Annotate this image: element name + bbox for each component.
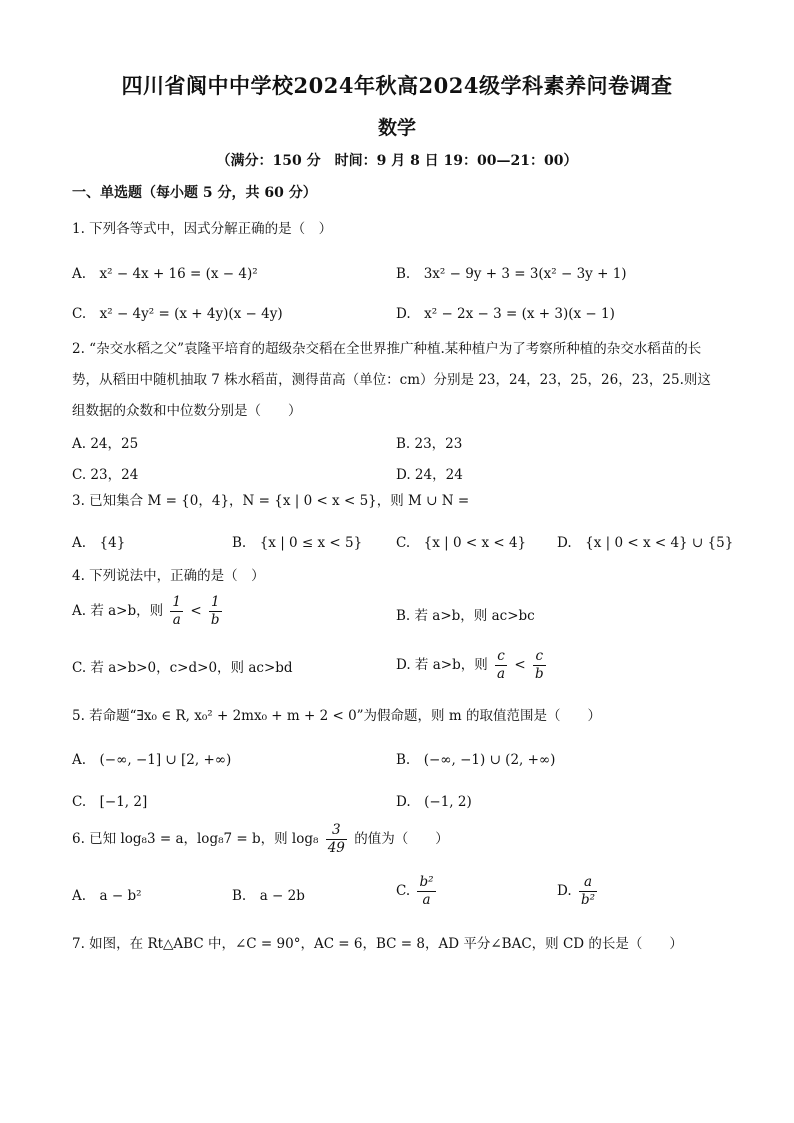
question-1-stem: 1. 下列各等式中，因式分解正确的是（ ） [72, 221, 333, 237]
question-1-option-b: B. 3x² − 9y + 3 = 3(x² − 3y + 1) [396, 266, 627, 282]
question-5-option-a: A. (−∞, −1] ∪ [2, +∞) [72, 752, 232, 768]
question-2-option-b: B. 23，23 [396, 436, 463, 452]
question-1-option-d: D. x² − 2x − 3 = (x + 3)(x − 1) [396, 306, 615, 322]
fraction-1-over-b [209, 594, 222, 629]
exam-subject: 数学 [377, 117, 416, 139]
fraction-b2-over-a [417, 874, 435, 909]
question-4-option-a-text: A. 若 a>b，则 [72, 603, 164, 619]
question-1-option-c: C. x² − 4y² = (x + 4y)(x − 4y) [72, 306, 283, 322]
numerator: a [579, 874, 597, 892]
question-6-stem-suffix: 的值为（ ） [354, 831, 449, 847]
question-6-stem [72, 822, 449, 857]
question-6-option-a: A. a − b² [72, 888, 142, 904]
question-1-option-a: A. x² − 4x + 16 = (x − 4)² [72, 266, 258, 282]
question-7-stem: 7. 如图，在 Rt△ABC 中，∠C = 90°，AC = 6，BC = 8，AD 平分∠BAC，则 CD 的长是（ ） [72, 936, 683, 952]
question-3-stem: 3. 已知集合 M = {0，4}，N = {x | 0 < x < 5}，则 M ∪ N = [72, 493, 470, 509]
question-4-option-d [396, 648, 549, 683]
numerator: 1 [172, 594, 182, 610]
question-6-option-d-label: D. [557, 883, 572, 899]
denominator: a [497, 666, 506, 682]
question-6-stem-prefix: 6. 已知 log₈3 = a，log₈7 = b，则 log₈ [72, 831, 319, 847]
question-6-option-d [557, 874, 600, 909]
question-4-option-d-text: D. 若 a>b，则 [396, 657, 488, 673]
denominator: 49 [327, 840, 345, 856]
fraction-1-over-a [170, 594, 183, 629]
question-3-option-c: C. {x | 0 < x < 4} [396, 535, 527, 551]
fraction-c-over-a [495, 648, 507, 683]
question-3-option-b: B. {x | 0 ≤ x < 5} [232, 535, 363, 551]
denominator: b [210, 612, 220, 628]
question-2-option-d: D. 24，24 [396, 467, 463, 483]
denominator: a [422, 892, 431, 908]
question-5-option-d: D. (−1, 2) [396, 794, 472, 810]
question-4-option-b: B. 若 a>b，则 ac>bc [396, 608, 535, 624]
question-3-option-d: D. {x | 0 < x < 4} ∪ {5} [557, 535, 734, 551]
question-2-option-a: A. 24，25 [72, 436, 139, 452]
exam-info: （满分：150 分 时间：9 月 8 日 19：00—21：00） [216, 153, 578, 169]
numerator: 3 [326, 822, 347, 840]
fraction-3-over-49 [326, 822, 347, 857]
fraction-c-over-b [533, 648, 546, 683]
numerator: c [495, 648, 507, 666]
less-than-sign: < [190, 603, 202, 619]
question-6-option-b: B. a − 2b [232, 888, 305, 904]
question-4-stem: 4. 下列说法中，正确的是（ ） [72, 568, 265, 584]
exam-title: 四川省阆中中学校2024年秋高2024级学科素养问卷调查 [121, 73, 673, 98]
question-2-stem: 2. “杂交水稻之父”袁隆平培育的超级杂交稻在全世界推广种植.某种植户为了考察所种植的杂交水稻苗的长势，从稻田中随机抽取 7 株水稻苗，测得苗高（单位：cm）分别是 23，24，23，25，26，23，25.则这组数据的众数和中位数分别是（ ） [72, 341, 711, 419]
question-5-option-c: C. [−1, 2] [72, 794, 148, 810]
question-5-stem: 5. 若命题“∃x₀ ∈ R, x₀² + 2mx₀ + m + 2 < 0”为假命题，则 m 的取值范围是（ ） [72, 708, 601, 724]
question-2-option-c: C. 23，24 [72, 467, 139, 483]
section-heading: 一、单选题（每小题 5 分，共 60 分） [72, 185, 317, 201]
denominator: b² [580, 892, 595, 908]
numerator: c [533, 648, 546, 666]
question-3-option-a: A. {4} [72, 535, 126, 551]
denominator: a [172, 612, 181, 628]
fraction-a-over-b2 [579, 874, 597, 909]
numerator: b² [419, 874, 434, 890]
question-6-option-c-label: C. [396, 883, 411, 899]
question-4-option-c: C. 若 a>b>0，c>d>0，则 ac>bd [72, 660, 293, 676]
question-4-option-a [72, 594, 225, 629]
numerator: 1 [209, 594, 222, 612]
denominator: b [534, 666, 544, 682]
question-5-option-b: B. (−∞, −1) ∪ (2, +∞) [396, 752, 556, 768]
less-than-sign: < [514, 657, 526, 673]
question-6-option-c [396, 874, 439, 909]
